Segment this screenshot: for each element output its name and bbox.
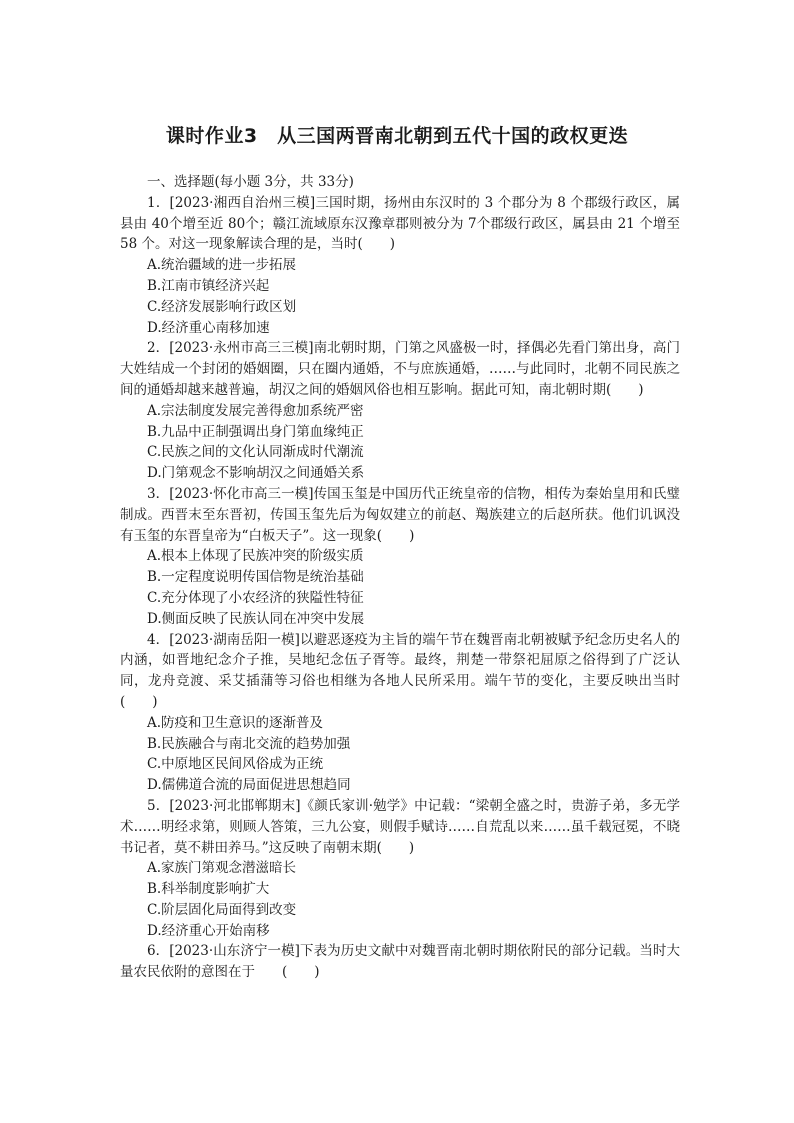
option-c: C.充分体现了小农经济的狭隘性特征 [147,589,364,606]
question-2 [120,338,680,484]
document-body [120,172,680,983]
question-1 [120,193,680,339]
option-d: D.儒佛道合流的局面促进思想趋同 [147,777,351,794]
option-d: D.经济重心开始南移 [147,922,270,939]
option-d: D.侧面反映了民族认同在冲突中发展 [147,610,365,627]
question-3 [120,484,680,630]
option-a: A.宗法制度发展完善得愈加系统严密 [147,402,364,419]
question-stem: 2．[2023·永州市高三三模]南北朝时期，门第之风盛极一时，择偶必先看门第出身，高门大姓结成一个封闭的婚姻圈，只在圈内通婚，不与庶族通婚，……与此同时，北朝不同民族之间的通婚却越来越普遍，胡汉之间的婚姻风俗也相互影响。据此可知，南北朝时期( ) [120,340,680,398]
question-4 [120,630,680,796]
page-title: 课时作业3 从三国两晋南北朝到五代十国的政权更迭 [165,125,629,147]
option-a: A.家族门第观念潜滋暗长 [147,860,297,877]
option-a: A.防疫和卫生意识的逐渐普及 [147,714,324,731]
option-c: C.中原地区民间风俗成为正统 [147,756,324,773]
option-list [120,401,680,484]
option-c: C.阶层固化局面得到改变 [147,901,297,918]
question-stem: 6．[2023·山东济宁一模]下表为历史文献中对魏晋南北朝时期依附民的部分记载。当时大量农民依附的意图在于 ( ) [120,943,680,981]
option-list [120,858,680,941]
option-c: C.民族之间的文化认同渐成时代潮流 [147,444,364,461]
option-list [120,546,680,629]
question-stem: 4．[2023·湖南岳阳一模]以避恶逐疫为主旨的端午节在魏晋南北朝被赋予纪念历史名人的内涵，如晋地纪念介子推，吴地纪念伍子胥等。最终，荆楚一带祭祀屈原之俗得到了广泛认同，龙舟竞渡、采艾插蒲等习俗也相继为各地人民所采用。端午节的变化，主要反映出当时( ) [120,631,680,710]
option-b: B.民族融合与南北交流的趋势加强 [147,735,351,752]
option-d: D.经济重心南移加速 [147,319,270,336]
question-stem: 5．[2023·河北邯郸期末]《颜氏家训·勉学》中记载：“梁朝全盛之时，贵游子弟，多无学术……明经求第，则顾人答策，三九公宴，则假手赋诗……自荒乱以来……虽千载冠冕，不晓书记者，莫不耕田养马。”这反映了南朝末期( ) [120,797,680,856]
option-b: B.科举制度影响扩大 [147,881,270,898]
option-list [120,255,680,338]
option-a: A.根本上体现了民族冲突的阶级实质 [147,548,364,565]
option-list [120,713,680,796]
question-5 [120,796,680,942]
option-a: A.统治疆域的进一步拓展 [147,257,297,274]
question-stem: 3．[2023·怀化市高三一模]传国玉玺是中国历代正统皇帝的信物，相传为秦始皇用和氏璧制成。西晋末至东晋初，传国玉玺先后为匈奴建立的前赵、羯族建立的后赵所获。他们讥讽没有玉玺的东晋皇帝为“白板天子”。这一现象( ) [120,485,680,544]
question-6 [120,941,680,983]
option-b: B.九品中正制强调出身门第血缘纯正 [147,423,364,440]
option-d: D.门第观念不影响胡汉之间通婚关系 [147,465,365,482]
option-b: B.江南市镇经济兴起 [147,277,270,294]
option-b: B.一定程度说明传国信物是统治基础 [147,569,364,586]
option-c: C.经济发展影响行政区划 [147,298,297,315]
section-header: 一、选择题(每小题 3分，共 33分) [147,174,354,190]
question-stem: 1．[2023·湘西自治州三模]三国时期，扬州由东汉时的 3 个郡分为 8 个郡级行政区，属县由 40个增至近 80个；赣江流域原东汉豫章郡则被分为 7个郡级行政区，属县由 21 个增至 58 个。对这一现象解读合理的是，当时( ) [120,194,680,253]
